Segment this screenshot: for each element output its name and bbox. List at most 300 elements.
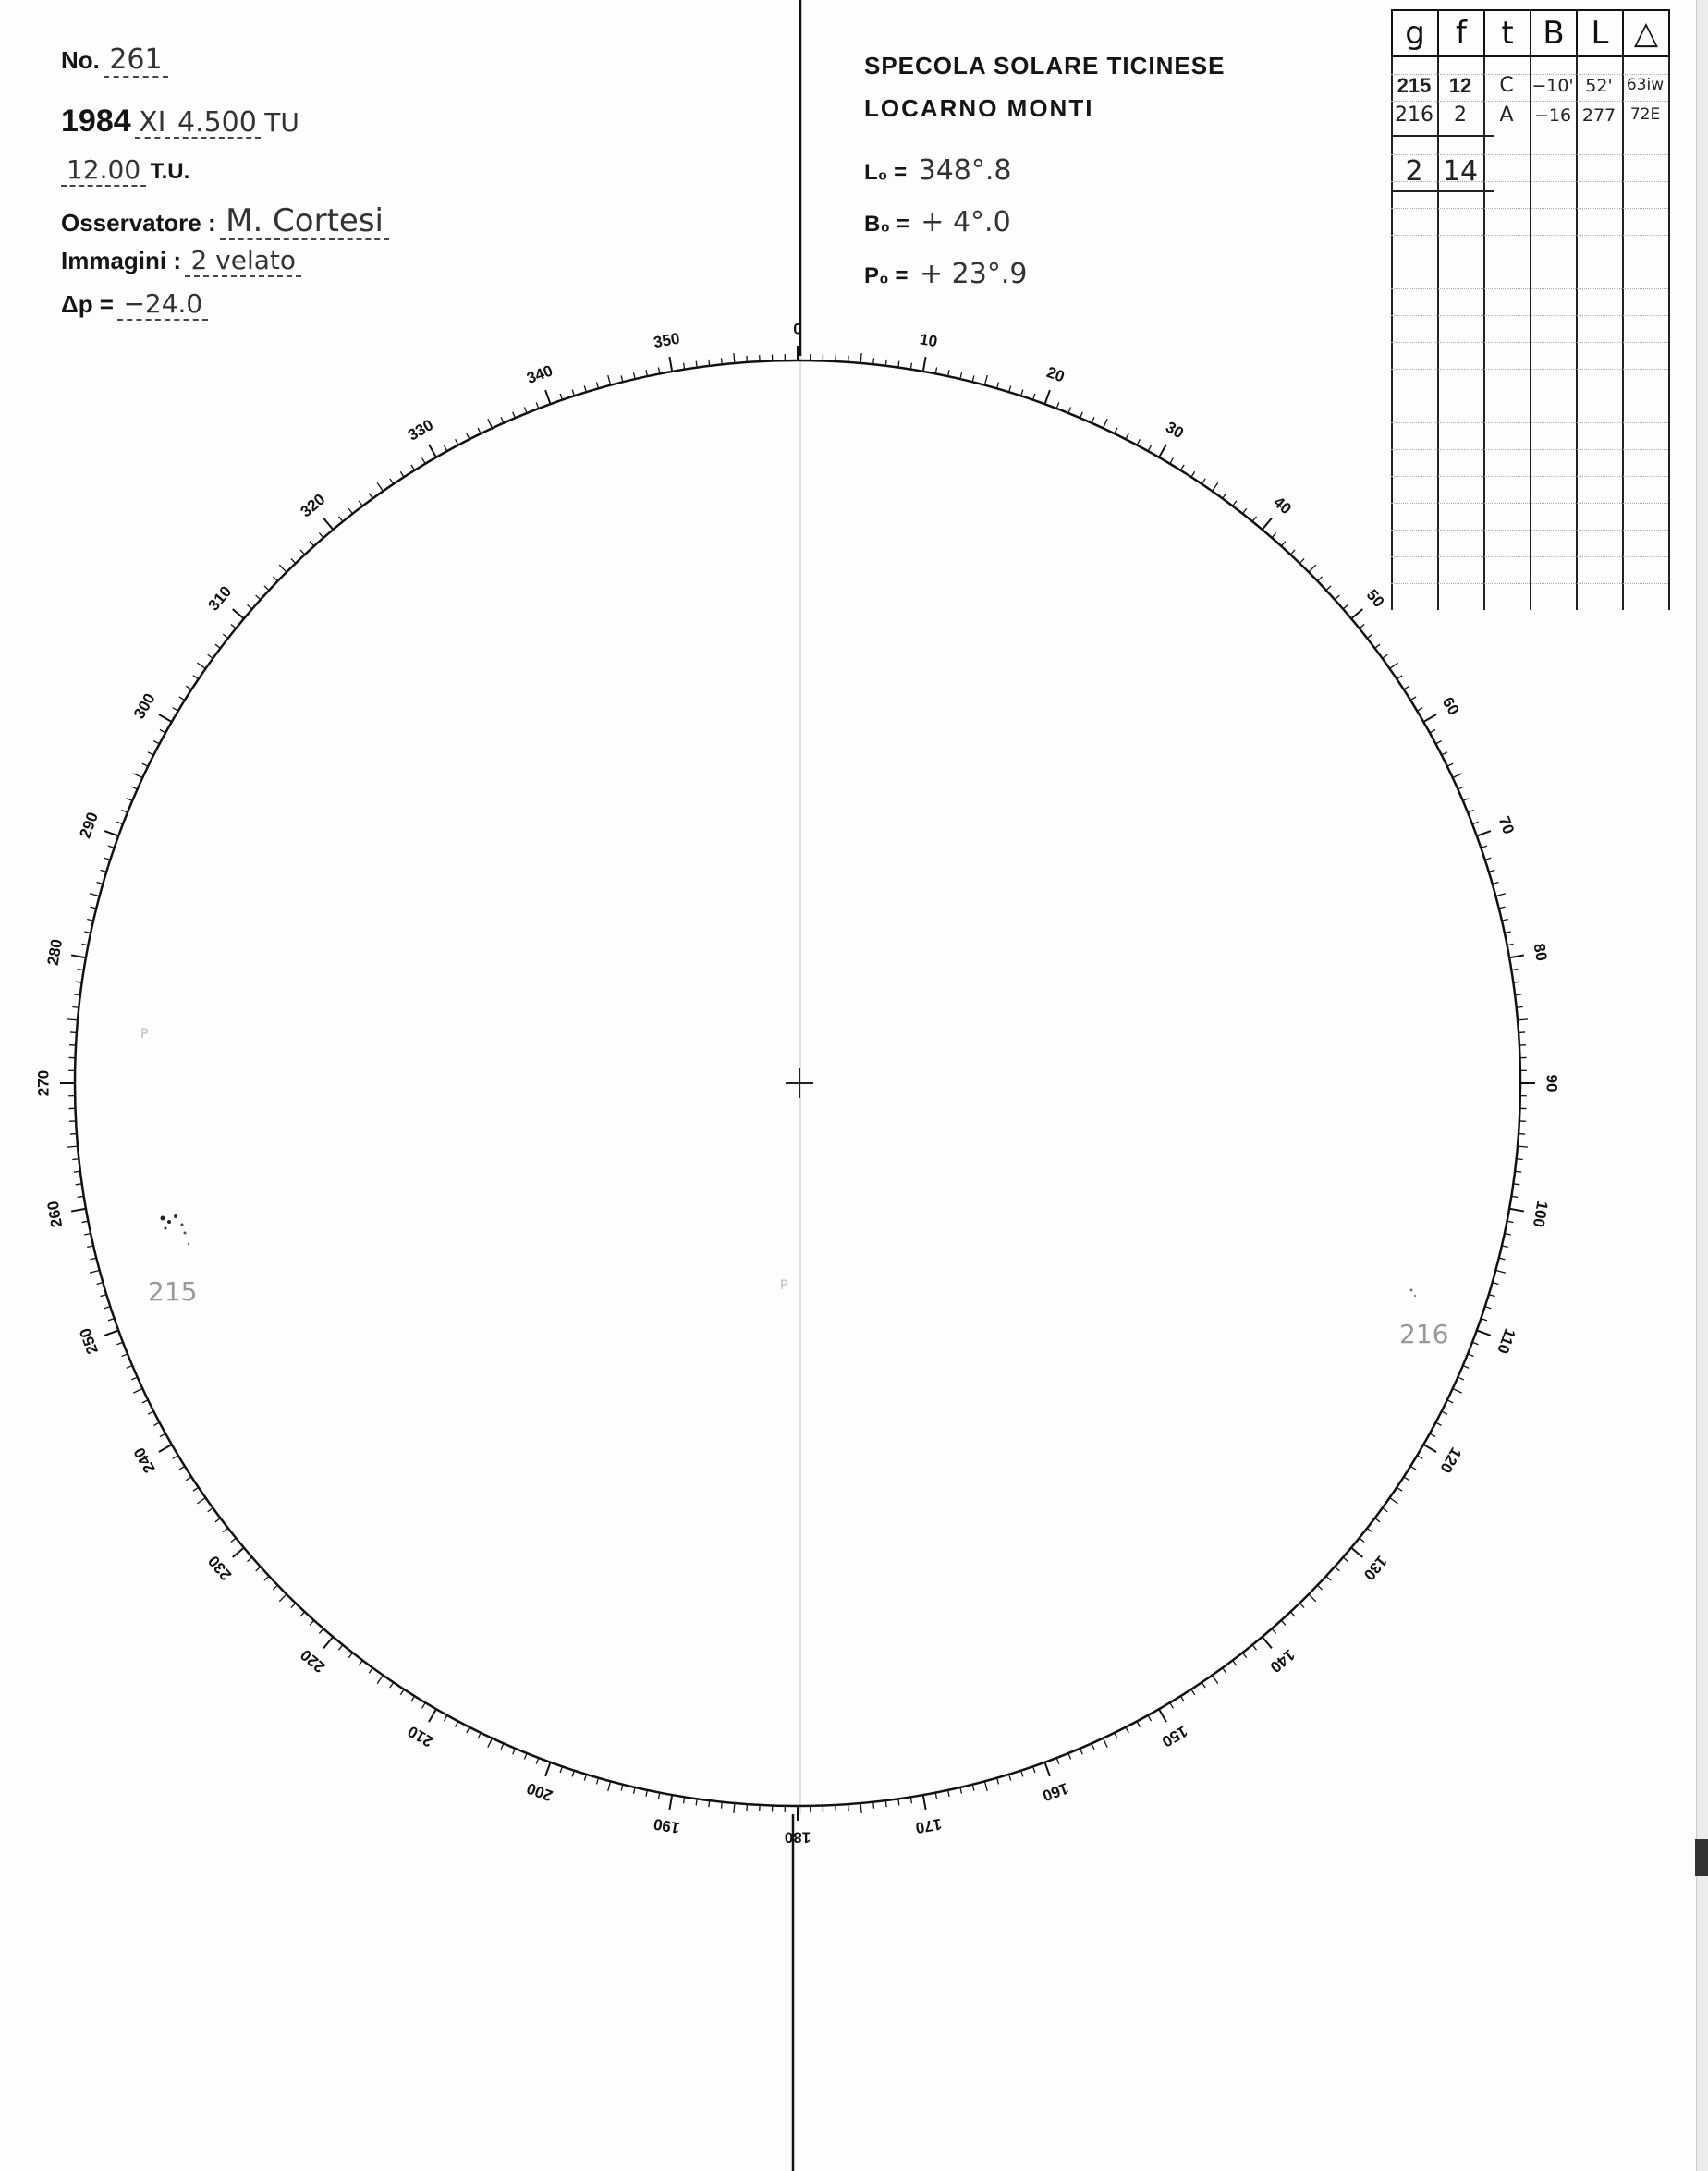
degree-label-190: 190	[652, 1814, 681, 1837]
sunspot-group-215	[161, 1214, 190, 1245]
degree-tick	[231, 624, 236, 628]
degree-tick	[72, 1159, 79, 1160]
degree-tick	[1383, 654, 1388, 658]
degree-tick	[1375, 644, 1381, 648]
spot-label-215: 215	[148, 1276, 198, 1307]
degree-tick	[1213, 482, 1218, 491]
degree-tick	[411, 465, 415, 470]
sunspot	[174, 1214, 177, 1218]
degree-tick	[87, 920, 93, 921]
degree-tick	[722, 358, 723, 364]
degree-tick	[1191, 471, 1195, 477]
degree-tick	[1463, 799, 1469, 801]
scan-edge-mark	[1695, 1839, 1708, 1876]
degree-tick	[997, 1778, 999, 1785]
degree-tick	[960, 1787, 962, 1794]
degree-tick	[108, 1319, 115, 1321]
degree-tick	[478, 428, 481, 433]
degree-tick	[131, 1377, 137, 1380]
header-B: B	[1530, 9, 1578, 57]
degree-tick	[197, 663, 205, 668]
degree-tick	[1191, 1689, 1195, 1695]
sunspot	[161, 1216, 165, 1221]
time-value: 12.00	[61, 157, 146, 187]
degree-tick	[67, 1019, 78, 1020]
degree-tick	[186, 1477, 191, 1481]
degree-tick	[1360, 624, 1364, 628]
degree-tick	[72, 1007, 79, 1008]
row1-B: −10'	[1531, 76, 1574, 96]
degree-tick	[87, 1246, 93, 1248]
degree-tick	[1252, 517, 1256, 521]
degree-tick	[1404, 686, 1409, 689]
degree-tick	[1499, 907, 1506, 909]
degree-tick	[1493, 1283, 1499, 1285]
degree-tick	[273, 577, 277, 581]
degree-tick	[1423, 1445, 1436, 1452]
degree-label-200: 200	[524, 1779, 555, 1805]
degree-tick	[1495, 894, 1506, 896]
degree-tick	[233, 609, 244, 618]
degree-tick	[1489, 870, 1495, 872]
degree-tick	[1021, 1771, 1023, 1777]
degree-tick	[1477, 1330, 1491, 1335]
degree-tick	[873, 1802, 874, 1809]
degree-tick	[1044, 390, 1049, 404]
degree-tick	[197, 1498, 205, 1504]
degree-tick	[104, 1330, 118, 1335]
degree-tick	[133, 774, 142, 778]
degree-tick	[300, 550, 305, 555]
degree-tick	[923, 357, 926, 372]
degree-tick	[1309, 1594, 1316, 1602]
degree-tick	[1263, 1637, 1272, 1648]
degree-tick	[90, 907, 96, 909]
degree-tick	[67, 1146, 78, 1147]
degree-tick	[142, 1400, 148, 1403]
degree-tick	[264, 1576, 269, 1580]
degree-tick	[1299, 558, 1304, 563]
date-year: 1984	[61, 104, 131, 139]
degree-tick	[215, 644, 221, 648]
row2-L: 277	[1581, 105, 1616, 126]
degree-tick	[597, 1778, 599, 1785]
degree-tick	[1335, 1567, 1339, 1571]
degree-tick	[572, 390, 574, 396]
degree-tick	[1390, 663, 1398, 668]
degree-tick	[1468, 1354, 1473, 1357]
sunspot	[188, 1243, 189, 1245]
degree-tick	[390, 1682, 394, 1688]
degree-tick	[127, 799, 132, 801]
row2-delta: 72E	[1629, 105, 1661, 124]
record-number-value: 261	[104, 46, 167, 78]
degree-tick	[256, 595, 261, 600]
degree-tick	[1453, 774, 1462, 778]
degree-label-240: 240	[129, 1444, 159, 1477]
degree-tick	[1397, 676, 1402, 679]
degree-label-270: 270	[34, 1069, 53, 1097]
degree-tick	[131, 787, 137, 789]
degree-tick	[1343, 604, 1348, 609]
row1-t: C	[1499, 74, 1514, 97]
observer-label: Osservatore :	[61, 209, 216, 237]
degree-tick	[488, 419, 493, 428]
degree-tick	[1080, 1749, 1083, 1754]
degree-tick	[319, 533, 323, 538]
degree-tick	[669, 357, 672, 372]
degree-tick	[524, 1753, 527, 1759]
sunspot	[1410, 1289, 1413, 1292]
degree-tick	[709, 1800, 710, 1807]
degree-label-210: 210	[404, 1722, 437, 1751]
degree-tick	[359, 501, 362, 506]
degree-tick	[1056, 402, 1059, 409]
degree-tick	[84, 932, 91, 933]
degree-tick	[1092, 1743, 1094, 1749]
degree-tick	[248, 604, 252, 609]
degree-tick	[1343, 1557, 1348, 1562]
degree-tick	[646, 1790, 647, 1797]
degree-tick	[291, 1604, 296, 1608]
spot-label-216: 216	[1399, 1319, 1449, 1349]
degree-tick	[597, 383, 599, 389]
degree-tick	[1502, 920, 1508, 921]
degree-label-150: 150	[1158, 1722, 1191, 1751]
degree-tick	[1242, 1653, 1246, 1658]
degree-tick	[1148, 1715, 1151, 1721]
degree-tick	[1170, 1702, 1174, 1708]
degree-tick	[1517, 1159, 1523, 1160]
degree-tick	[148, 752, 153, 755]
degree-tick	[116, 1342, 123, 1345]
degree-tick	[1056, 1758, 1059, 1764]
degree-tick	[1115, 428, 1117, 433]
degree-tick	[972, 375, 974, 382]
L0-label: L₀ =	[864, 160, 908, 185]
degree-tick	[400, 471, 404, 477]
degree-label-130: 130	[1360, 1552, 1391, 1584]
degree-tick	[273, 1585, 277, 1590]
date-day: 4.500	[174, 109, 261, 139]
degree-tick	[1148, 445, 1151, 451]
degree-tick	[193, 676, 199, 679]
degree-tick	[323, 518, 333, 530]
degree-tick	[1326, 586, 1331, 591]
degree-tick	[456, 439, 458, 445]
degree-tick	[1033, 394, 1035, 400]
degree-tick	[1367, 634, 1372, 638]
degree-tick	[71, 955, 86, 957]
degree-tick	[1159, 445, 1166, 457]
degree-tick	[1272, 533, 1276, 538]
degree-tick	[1103, 1738, 1107, 1748]
delta-p-value: −24.0	[117, 291, 208, 321]
degree-tick	[104, 1307, 111, 1309]
degree-tick	[108, 846, 115, 848]
date-month: XI	[135, 109, 169, 139]
degree-tick	[885, 1800, 886, 1807]
degree-tick	[1126, 1727, 1128, 1733]
degree-tick	[400, 1689, 404, 1695]
degree-tick	[1009, 1775, 1011, 1781]
degree-tick	[90, 894, 100, 896]
degree-tick	[1360, 1538, 1364, 1542]
degree-tick	[173, 708, 178, 712]
degree-tick	[1509, 1209, 1524, 1212]
sunspot-group-216	[1410, 1289, 1417, 1298]
sunspot	[165, 1227, 167, 1230]
degree-tick	[1447, 1400, 1453, 1403]
row1-f: 12	[1448, 74, 1472, 97]
row1-L: 52'	[1585, 76, 1613, 96]
degree-tick	[860, 1803, 861, 1813]
degree-tick	[279, 565, 287, 572]
degree-tick	[467, 433, 470, 439]
degree-tick	[223, 1528, 228, 1531]
degree-tick	[338, 517, 342, 521]
degree-tick	[1263, 518, 1272, 530]
degree-label-30: 30	[1163, 418, 1187, 443]
degree-tick	[264, 586, 269, 591]
degree-tick	[186, 686, 191, 689]
degree-label-260: 260	[43, 1200, 67, 1229]
degree-tick	[411, 1696, 415, 1701]
degree-tick	[1318, 577, 1323, 581]
degree-tick	[1180, 465, 1184, 470]
degree-tick	[310, 1620, 314, 1625]
degree-tick	[377, 482, 383, 491]
sunspot	[167, 1220, 171, 1224]
degree-tick	[121, 1354, 127, 1357]
degree-tick	[359, 1661, 362, 1666]
row1-g: 215	[1397, 74, 1432, 97]
degree-tick	[173, 1456, 178, 1459]
degree-tick	[1463, 1366, 1469, 1369]
delta-p-label: Δp =	[61, 290, 114, 318]
degree-tick	[1252, 1645, 1256, 1650]
degree-tick	[223, 634, 228, 638]
degree-tick	[233, 1548, 244, 1557]
degree-label-100: 100	[1529, 1200, 1552, 1229]
degree-tick	[972, 1785, 974, 1791]
degree-tick	[338, 1645, 342, 1650]
degree-tick	[1442, 1411, 1447, 1414]
degree-tick	[74, 1171, 80, 1172]
degree-tick	[584, 385, 586, 392]
degree-tick	[1242, 508, 1246, 514]
degree-tick	[560, 394, 562, 400]
degree-label-300: 300	[129, 689, 159, 723]
degree-tick	[97, 883, 104, 884]
degree-tick	[1518, 1019, 1528, 1020]
degree-tick	[291, 558, 296, 563]
faint-mark: P	[780, 1278, 788, 1293]
degree-label-80: 80	[1530, 942, 1551, 963]
degree-label-40: 40	[1270, 493, 1295, 518]
degree-tick	[1383, 1508, 1388, 1512]
degree-tick	[1233, 1661, 1237, 1666]
degree-tick	[390, 479, 394, 484]
observer-value: M. Cortesi	[220, 205, 389, 240]
degree-tick	[348, 1653, 352, 1658]
degree-tick	[960, 372, 962, 379]
degree-tick	[127, 1366, 132, 1369]
degree-tick	[1068, 407, 1071, 412]
degree-tick	[1180, 1696, 1184, 1701]
degree-label-120: 120	[1436, 1444, 1466, 1477]
degree-tick	[1493, 883, 1499, 884]
degree-tick	[1115, 1733, 1117, 1738]
degree-tick	[513, 412, 516, 418]
degree-tick	[1485, 858, 1492, 860]
degree-tick	[873, 358, 874, 364]
degree-tick	[608, 375, 611, 385]
degree-tick	[501, 417, 504, 422]
degree-label-330: 330	[404, 415, 437, 445]
degree-tick	[923, 1795, 926, 1810]
degree-tick	[1170, 458, 1174, 464]
time-unit: T.U.	[150, 159, 190, 184]
degree-tick	[1080, 412, 1083, 418]
total-spots: 14	[1442, 155, 1479, 188]
images-label: Immagini :	[61, 247, 182, 274]
degree-tick	[160, 1433, 165, 1436]
degree-tick	[1477, 831, 1491, 835]
degree-label-140: 140	[1266, 1645, 1299, 1677]
degree-tick	[1044, 1762, 1049, 1776]
degree-tick	[1367, 1528, 1372, 1531]
degree-tick	[422, 458, 426, 464]
degree-tick	[148, 1411, 153, 1414]
faint-mark: P	[140, 1027, 149, 1042]
degree-tick	[153, 741, 159, 744]
degree-tick	[179, 1466, 185, 1470]
row2-g: 216	[1395, 104, 1434, 127]
degree-tick	[669, 1795, 672, 1810]
degree-tick	[1202, 1682, 1205, 1688]
P0-value: + 23°.9	[919, 258, 1028, 290]
degree-tick	[319, 1628, 323, 1633]
degree-tick	[1410, 697, 1416, 701]
sunspot	[181, 1224, 184, 1226]
degree-tick	[160, 729, 165, 732]
degree-tick	[1375, 1518, 1381, 1522]
observatory-name: SPECOLA SOLARE TICINESE	[864, 52, 1226, 79]
degree-tick	[444, 445, 446, 451]
degree-tick	[488, 1738, 493, 1748]
degree-tick	[984, 375, 987, 385]
degree-tick	[1515, 994, 1521, 995]
degree-tick	[621, 375, 623, 382]
degree-label-50: 50	[1362, 586, 1388, 611]
degree-tick	[621, 1785, 623, 1791]
degree-tick	[133, 1388, 142, 1393]
degree-tick	[1351, 609, 1362, 618]
degree-tick	[997, 383, 999, 389]
degree-tick	[608, 1781, 611, 1791]
degree-tick	[1290, 1612, 1295, 1616]
degree-tick	[1281, 542, 1286, 546]
row2-t: A	[1499, 104, 1514, 127]
degree-tick	[1517, 1007, 1523, 1008]
degree-label-70: 70	[1494, 813, 1518, 837]
degree-tick	[422, 1702, 426, 1708]
degree-tick	[1009, 385, 1011, 392]
degree-tick	[545, 1762, 550, 1776]
degree-tick	[1502, 1246, 1508, 1248]
degree-tick	[513, 1749, 516, 1754]
sunspot	[1414, 1295, 1416, 1297]
degree-tick	[97, 1283, 104, 1285]
record-number-label: No.	[61, 46, 100, 74]
row1-delta: 63iw	[1626, 76, 1665, 94]
degree-tick	[1442, 752, 1447, 755]
degree-tick	[1397, 1487, 1402, 1491]
degree-tick	[1458, 1377, 1463, 1380]
degree-tick	[1481, 1319, 1487, 1321]
degree-tick	[248, 1557, 252, 1562]
degree-tick	[1509, 955, 1524, 957]
degree-tick	[1518, 1146, 1528, 1147]
degree-tick	[1390, 1498, 1398, 1504]
degree-tick	[1351, 1548, 1362, 1557]
sunspot	[184, 1232, 187, 1235]
degree-tick	[501, 1743, 504, 1749]
degree-tick	[545, 390, 550, 404]
degree-tick	[208, 654, 214, 658]
degree-label-350: 350	[652, 329, 681, 352]
B0-label: B₀ =	[864, 212, 909, 237]
row2-B: −16	[1533, 105, 1572, 126]
degree-tick	[1103, 419, 1107, 428]
degree-tick	[1309, 565, 1316, 572]
degree-tick	[1326, 1576, 1331, 1580]
degree-tick	[159, 714, 172, 722]
degree-tick	[885, 360, 886, 366]
degree-tick	[1223, 1668, 1226, 1674]
header-f: f	[1437, 9, 1485, 57]
header-L: L	[1576, 9, 1624, 57]
degree-tick	[1318, 1585, 1323, 1590]
degree-tick	[116, 822, 123, 824]
degree-tick	[153, 1422, 159, 1425]
degree-tick	[734, 1803, 735, 1813]
degree-tick	[300, 1612, 305, 1616]
degree-tick	[1068, 1753, 1071, 1759]
degree-tick	[1430, 729, 1435, 732]
degree-label-230: 230	[204, 1552, 236, 1584]
degree-tick	[1281, 1620, 1286, 1625]
L0-value: 348°.8	[918, 154, 1012, 187]
degree-tick	[1021, 390, 1023, 396]
degree-tick	[1447, 763, 1453, 766]
degree-tick	[1458, 787, 1463, 789]
degree-tick	[429, 1709, 436, 1722]
degree-tick	[1515, 1171, 1521, 1172]
degree-tick	[860, 353, 861, 363]
degree-tick	[1423, 714, 1436, 722]
degree-tick	[104, 858, 111, 860]
degree-tick	[100, 870, 106, 872]
degree-tick	[572, 1771, 574, 1777]
degree-tick	[1137, 439, 1140, 445]
degree-tick	[1299, 1604, 1304, 1608]
degree-label-110: 110	[1494, 1325, 1519, 1357]
degree-tick	[121, 810, 127, 812]
row2-f: 2	[1454, 104, 1467, 127]
degree-tick	[709, 360, 710, 366]
